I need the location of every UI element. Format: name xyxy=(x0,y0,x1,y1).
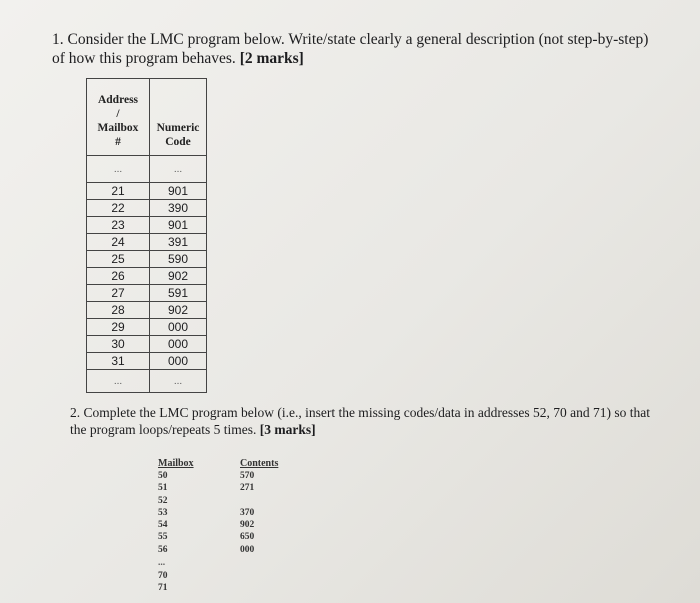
table-row: 30 000 xyxy=(87,336,207,353)
table-row: 21 901 xyxy=(87,183,207,200)
table-ellipsis-row: ... ... xyxy=(87,370,207,393)
table-ellipsis-row: ... ... xyxy=(87,156,207,183)
contents-cell: 570 xyxy=(240,471,255,481)
table-row: 26 902 xyxy=(87,268,207,285)
table-row: 28 902 xyxy=(87,302,207,319)
mailbox-cell: 70 xyxy=(158,571,168,582)
table-row: 31 000 xyxy=(87,353,207,370)
mailbox-header: Mailbox xyxy=(158,458,194,469)
table-row: 27 591 xyxy=(87,285,207,302)
mailbox-cell: 54 xyxy=(158,520,168,531)
table-row: 29 000 xyxy=(87,319,207,336)
contents-cell: 370 xyxy=(240,507,255,518)
question-2-marks: [3 marks] xyxy=(259,422,316,437)
table-row: 25 590 xyxy=(87,251,207,268)
table-row: 24 391 xyxy=(87,234,207,251)
table-row: 23 901 xyxy=(87,217,207,234)
question-2-text: Complete the LMC program below (i.e., insert the missing codes/data in addresses 52, 70 and 71) so that the program loops/repeats 5 times. xyxy=(70,405,651,437)
contents-header: Contents xyxy=(240,458,279,469)
mailbox-cell: 53 xyxy=(158,507,168,518)
table-header-row xyxy=(87,79,207,156)
mailbox-cell: 51 xyxy=(158,483,168,494)
mailbox-cell: 50 xyxy=(158,471,168,481)
mailbox-cell: 56 xyxy=(158,544,168,555)
question-1 xyxy=(52,30,652,68)
numeric-code-header: Numeric Code xyxy=(150,79,207,156)
question-2 xyxy=(70,404,650,438)
lmc-program-table xyxy=(86,78,207,393)
contents-cell xyxy=(240,495,290,507)
question-1-text: Consider the LMC program below. Write/state clearly a general description (not step-by-step) of how this program behaves. xyxy=(52,31,649,67)
mailbox-cell: 71 xyxy=(158,583,168,594)
contents-cell: 271 xyxy=(240,483,255,494)
mailbox-ellipsis: ... xyxy=(158,558,166,569)
contents-column xyxy=(240,458,290,556)
contents-cell: 650 xyxy=(240,532,255,543)
contents-cell: 000 xyxy=(240,544,255,555)
mailbox-column xyxy=(158,458,218,595)
question-2-number: 2. xyxy=(70,405,81,420)
question-1-marks: [2 marks] xyxy=(239,50,304,67)
table-row: 22 390 xyxy=(87,200,207,217)
contents-cell: 902 xyxy=(240,520,255,531)
address-mailbox-header: Address / Mailbox # xyxy=(87,79,150,156)
mailbox-cell: 52 xyxy=(158,495,168,506)
mailbox-cell: 55 xyxy=(158,532,168,543)
question-1-number: 1. xyxy=(52,31,64,48)
